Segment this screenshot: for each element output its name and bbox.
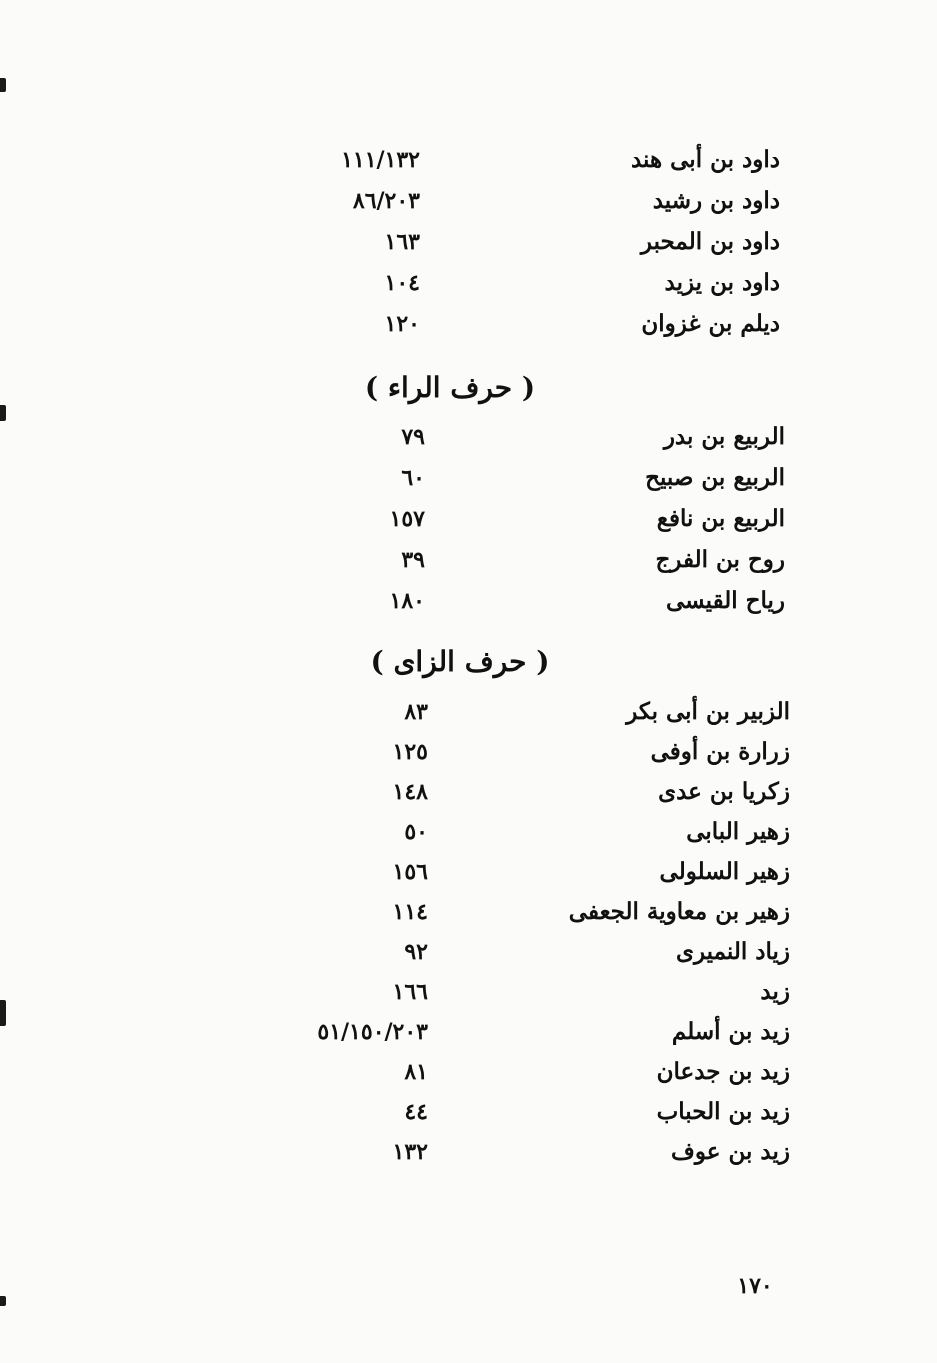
entry-name: زياد النميرى — [675, 938, 790, 965]
entry-name: زهير السلولى — [659, 858, 790, 885]
scan-edge-mark — [0, 1296, 6, 1306]
entry-name: الزبير بن أبى بكر — [626, 698, 790, 725]
entry-pages: ١٣٢ — [392, 1139, 428, 1165]
entry-pages: ٧٩ — [401, 424, 425, 450]
section-heading-zay: ( حرف الزاى ) — [370, 645, 550, 678]
entry-name: داود بن رشيد — [652, 187, 780, 214]
entry-name: زيد — [760, 978, 790, 1005]
entry-name: روح بن الفرج — [655, 546, 785, 573]
entry-pages: ١٢٥ — [392, 739, 428, 765]
index-entry — [290, 772, 790, 812]
index-entry — [290, 1012, 790, 1052]
entry-pages: ٤٤ — [404, 1099, 428, 1125]
entry-name: زهير بن معاوية الجعفى — [568, 898, 790, 925]
entry-pages: ٥٠ — [404, 819, 428, 845]
index-entry — [300, 181, 780, 221]
section-heading-ra: ( حرف الراء ) — [364, 371, 536, 404]
entry-name: داود بن أبى هند — [630, 146, 780, 173]
entry-name: الربيع بن صبيح — [645, 464, 785, 491]
entry-name: زهير البابى — [686, 818, 790, 845]
index-entry — [290, 692, 790, 732]
entry-pages: ١٤٨ — [392, 779, 428, 805]
entry-name: زيد بن الحباب — [656, 1098, 790, 1125]
index-entry — [300, 304, 780, 344]
index-entry — [290, 1132, 790, 1172]
entry-name: ديلم بن غزوان — [641, 310, 780, 337]
index-entry — [290, 732, 790, 772]
entry-pages: ١٦٣ — [384, 229, 420, 255]
entry-pages: ١٢٠ — [384, 311, 420, 337]
index-entry — [290, 932, 790, 972]
entry-pages: ١٥٦ — [392, 859, 428, 885]
index-entry — [300, 417, 785, 457]
index-entry — [290, 1052, 790, 1092]
entry-name: زيد بن أسلم — [671, 1018, 790, 1045]
entry-name: زيد بن عوف — [671, 1138, 790, 1165]
scan-edge-mark — [0, 405, 6, 421]
scan-edge-mark — [0, 78, 6, 92]
entry-pages: ٨١ — [404, 1059, 428, 1085]
index-entry — [290, 852, 790, 892]
index-entry — [300, 140, 780, 180]
index-entry — [290, 972, 790, 1012]
entry-pages: ٨٦/٢٠٣ — [352, 188, 420, 214]
entry-pages: ٦٠ — [401, 465, 425, 491]
entry-pages: ١١١/١٣٢ — [341, 147, 420, 173]
entry-pages: ١١٤ — [392, 899, 428, 925]
entry-name: زرارة بن أوفى — [650, 738, 790, 765]
entry-pages: ١٦٦ — [392, 979, 428, 1005]
entry-name: داود بن يزيد — [664, 269, 780, 296]
entry-pages: ١٠٤ — [384, 270, 420, 296]
entry-pages: ١٥٧ — [389, 506, 425, 532]
entry-name: رياح القيسى — [665, 587, 785, 614]
entry-name: الربيع بن نافع — [656, 505, 785, 532]
index-entry — [290, 812, 790, 852]
entry-name: الربيع بن بدر — [663, 423, 785, 450]
index-entry — [300, 581, 785, 621]
scan-edge-mark — [0, 1000, 6, 1026]
index-entry — [300, 263, 780, 303]
page-number: ١٧٠ — [737, 1273, 773, 1299]
entry-pages: ٥١/١٥٠/٢٠٣ — [317, 1019, 428, 1045]
index-entry — [300, 499, 785, 539]
index-entry — [290, 892, 790, 932]
index-entry — [300, 222, 780, 262]
entry-pages: ١٨٠ — [389, 588, 425, 614]
entry-name: داود بن المحبر — [640, 228, 780, 255]
entry-name: زيد بن جدعان — [656, 1058, 790, 1085]
index-entry — [300, 540, 785, 580]
entry-pages: ٨٣ — [404, 699, 428, 725]
entry-pages: ٩٢ — [404, 939, 428, 965]
index-entry — [300, 458, 785, 498]
index-entry — [290, 1092, 790, 1132]
entry-name: زكريا بن عدى — [658, 778, 790, 805]
entry-pages: ٣٩ — [401, 547, 425, 573]
